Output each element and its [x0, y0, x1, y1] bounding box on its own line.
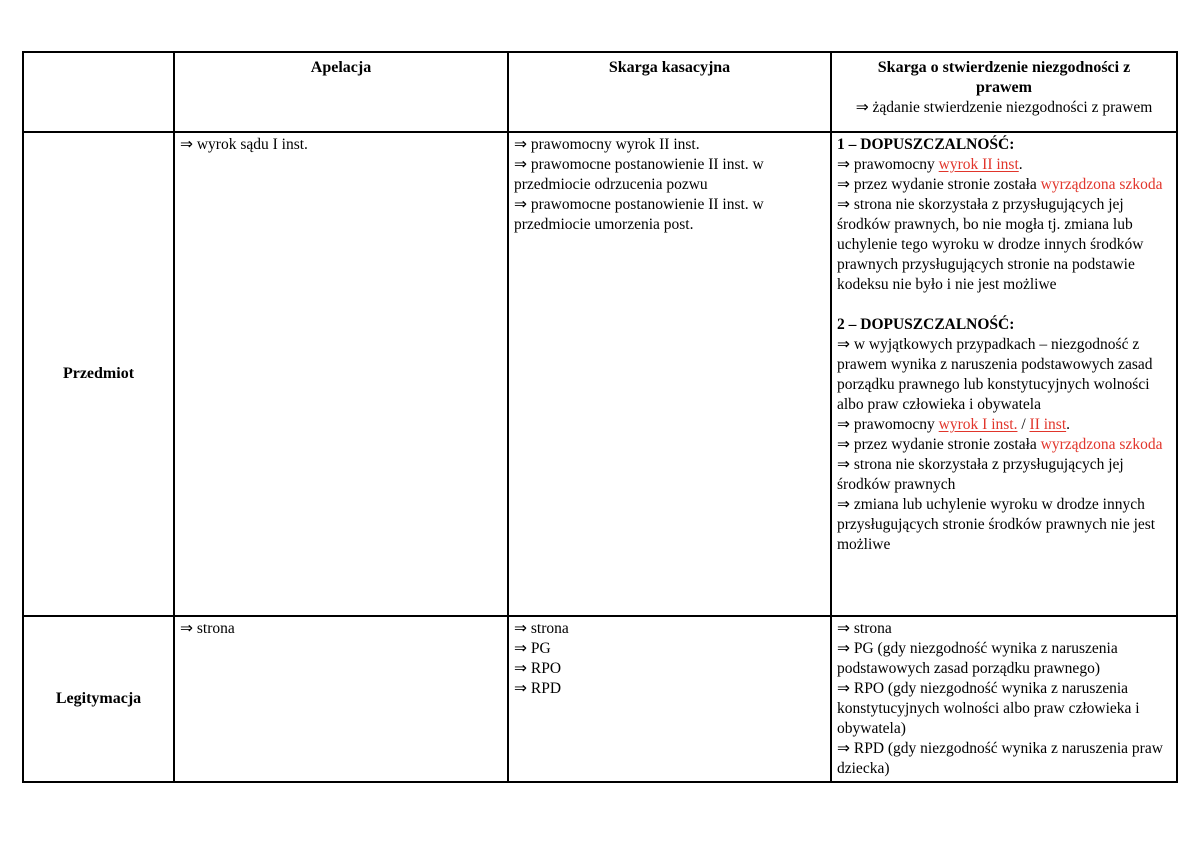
- text-line: ⇒ strona: [514, 620, 569, 637]
- table-row-przedmiot: [23, 132, 1177, 616]
- text-line: ⇒ prawomocny wyrok II inst.: [514, 136, 700, 153]
- header-label-skarga-kasacyjna: Skarga kasacyjna: [608, 59, 731, 76]
- header-cell-empty: [23, 52, 174, 132]
- cell-legitymacja-niezgodnosc: [831, 616, 1177, 782]
- text-line: ⇒ RPO: [514, 660, 562, 677]
- table-header-row: [23, 52, 1177, 132]
- header-label-apelacja: Apelacja: [310, 59, 372, 76]
- cell-przedmiot-kasacyjna: [508, 132, 831, 616]
- section-heading-2: 2 – DOPUSZCZALNOŚĆ:: [837, 316, 1015, 333]
- cell-przedmiot-niezgodnosc: [831, 132, 1177, 616]
- text-line: ⇒ RPD (gdy niezgodność wynika z naruszenia praw dziecka): [837, 740, 1163, 777]
- text-line: ⇒ PG (gdy niezgodność wynika z naruszenia podstawowych zasad porządku prawnego): [837, 640, 1118, 677]
- red-text: wyrządzona szkoda: [1040, 436, 1163, 453]
- cell-przedmiot-apelacja: [174, 132, 508, 616]
- text-line: ⇒ prawomocne postanowienie II inst. w przedmiocie umorzenia post.: [514, 196, 764, 233]
- header-cell-skarga-niezgodnosc: [831, 52, 1177, 132]
- cell-legitymacja-apelacja: [174, 616, 508, 782]
- red-text: wyrządzona szkoda: [1040, 176, 1163, 193]
- header-cell-apelacja: [174, 52, 508, 132]
- text-line: ⇒ strona: [837, 620, 892, 637]
- text-line: ⇒ przez wydanie stronie została wyrządzona szkoda: [837, 176, 1163, 193]
- header-label-skarga-niezgodnosc: Skarga o stwierdzenie niezgodności z prawem: [877, 59, 1131, 96]
- text-line: ⇒ strona nie skorzystała z przysługujących jej środków prawnych: [837, 456, 1124, 493]
- cell-legitymacja-kasacyjna: [508, 616, 831, 782]
- table-row-legitymacja: [23, 616, 1177, 782]
- text-line: ⇒ strona nie skorzystała z przysługujących jej środków prawnych, bo nie mogła tj. zmiana lub uchylenie tego wyroku w drodze innych środków prawnych przysługujących stronie na podstawie kodeksu nie było i nie jest możliwe: [837, 196, 1144, 293]
- text-line: ⇒ zmiana lub uchylenie wyroku w drodze innych przysługujących stronie środków prawnych nie jest możliwe: [837, 496, 1156, 553]
- text-line: ⇒ RPO (gdy niezgodność wynika z naruszenia konstytucyjnych wolności albo praw człowieka i obywatela): [837, 680, 1140, 737]
- header-sub-zadanie: ⇒ żądanie stwierdzenie niezgodności z prawem: [855, 99, 1153, 116]
- header-cell-skarga-kasacyjna: [508, 52, 831, 132]
- text-line: ⇒ strona: [180, 620, 235, 637]
- text-line: ⇒ w wyjątkowych przypadkach – niezgodność z prawem wynika z naruszenia podstawowych zasad porządku prawnego lub konstytucyjnych wolności albo praw człowieka i obywatela: [837, 336, 1153, 413]
- text-line: ⇒ przez wydanie stronie została wyrządzona szkoda: [837, 436, 1163, 453]
- text-line: ⇒ prawomocny wyrok I inst. / II inst.: [837, 416, 1070, 433]
- row-label-legitymacja: Legitymacja: [23, 616, 174, 782]
- section-heading-1: 1 – DOPUSZCZALNOŚĆ:: [837, 136, 1015, 153]
- text-line: ⇒ prawomocny wyrok II inst.: [837, 156, 1023, 173]
- text-line: ⇒ RPD: [514, 680, 562, 697]
- red-underline-text: wyrok II inst: [938, 156, 1019, 173]
- comparison-table: [22, 51, 1178, 783]
- text-line: ⇒ prawomocne postanowienie II inst. w przedmiocie odrzucenia pozwu: [514, 156, 764, 193]
- red-underline-text: wyrok I inst.: [938, 416, 1018, 433]
- row-label-przedmiot: Przedmiot: [23, 132, 174, 616]
- text-line: ⇒ wyrok sądu I inst.: [180, 136, 308, 153]
- red-underline-text: II inst: [1029, 416, 1067, 433]
- text-line: ⇒ PG: [514, 640, 551, 657]
